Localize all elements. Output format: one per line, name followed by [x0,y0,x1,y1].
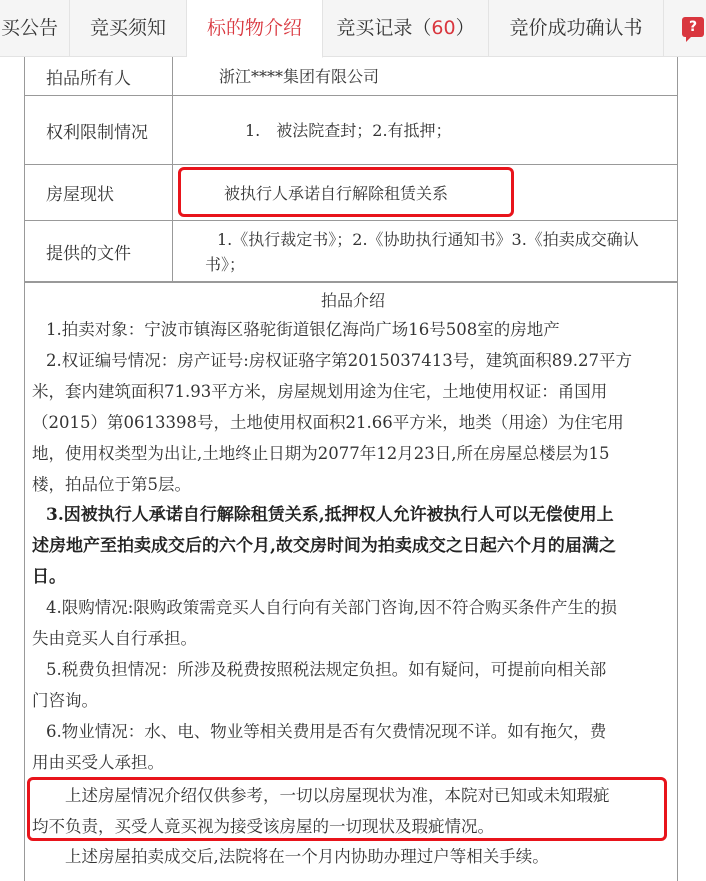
intro-paragraph-7 [32,780,672,842]
paragraph-line: 6.物业情况：水、电、物业等相关费用是否有欠费情况现不详。如有拖欠，费 [46,722,607,741]
table-row [25,165,677,221]
paragraph-line: 述房地产至拍卖成交后的六个月,故交房时间为拍卖成交之日起六个月的届满之 [32,536,616,556]
paragraph-line: 用由买受人承担。 [32,753,164,772]
intro-title: 拍品介绍 [320,291,385,310]
docs-line: 书》； [205,255,246,274]
paragraph-line: 2.权证编号情况：房产证号:房权证骆字第2015037413号，建筑面积89.27平方 [46,351,633,370]
bid-count: 60 [431,17,456,39]
tab-label: 买公告 [0,17,58,39]
tab-label: 标的物介绍 [206,17,302,39]
docs-value [173,221,677,281]
paragraph-line: 楼，拍品位于第5层。 [32,475,191,494]
table-row [25,57,677,96]
intro-paragraph-6 [32,716,672,778]
restriction-value: 1. 被法院查封；2.有抵押； [245,121,452,140]
tab-bid-records[interactable] [323,0,489,57]
docs-line: 1.《执行裁定书》；2.《协助执行通知书》3.《拍卖成交确认 [217,230,639,249]
paragraph-line: 日。 [32,567,66,587]
intro-paragraph-8: 上述房屋拍卖成交后,法院将在一个月内协助办理过户等相关手续。 [32,847,549,866]
info-table [24,57,678,283]
tab-auction-notice[interactable] [0,0,70,57]
paragraph-line: 米，套内建筑面积71.93平方米，房屋规划用途为住宅，土地使用权证：甬国用 [32,382,608,401]
paragraph-line: （2015）第0613398号，土地使用权面积21.66平方米，地类（用途）为住宅用 [32,413,624,432]
tab-label: 竞买须知 [89,17,166,39]
tab-item-intro[interactable] [187,0,323,58]
paragraph-line: 3.因被执行人承诺自行解除租赁关系,抵押权人允许被执行人可以无偿使用上 [46,505,614,525]
restriction-label: 权利限制情况 [25,96,173,164]
paragraph-line: 5.税费负担情况：所涉及税费按照税法规定负担。如有疑问，可提前向相关部 [46,660,607,679]
tab-confirmation[interactable] [489,0,664,57]
intro-paragraph-5 [32,654,672,716]
tab-label: 竞买记录（ [336,17,432,39]
help-chat-icon[interactable]: ? [682,17,704,37]
owner-label: 拍品所有人 [25,57,173,95]
intro-paragraph-2 [32,345,672,500]
status-label: 房屋现状 [25,165,173,220]
owner-value: 浙江****集团有限公司 [219,67,380,86]
paragraph-line: 4.限购情况:限购政策需竞买人自行向有关部门咨询,因不符合购买条件产生的损 [46,598,618,617]
intro-paragraph-4 [32,592,672,654]
paragraph-line: 均不负责，买受人竟买视为接受该房屋的一切现状及瑕疵情况。 [32,817,494,836]
paragraph-line: 上述房屋情况介绍仅供参考，一切以房屋现状为准，本院对已知或未知瑕疵 [32,786,610,805]
tab-label: 竞价成功确认书 [509,17,643,39]
table-row [25,221,677,282]
tab-label-close: ） [455,17,475,39]
tab-bar [0,0,706,57]
paragraph-line: 失由竞买人自行承担。 [32,629,197,648]
tab-bidding-rules[interactable] [70,0,187,57]
table-row [25,96,677,165]
paragraph-line: 门咨询。 [32,691,98,710]
intro-paragraph-3 [32,500,672,593]
docs-label: 提供的文件 [25,221,173,281]
paragraph-line: 地，使用权类型为出让,土地终止日期为2077年12月23日,所在房屋总楼层为15 [32,444,610,463]
intro-paragraph-1: 1.拍卖对象：宁波市镇海区骆驼街道银亿海尚广场16号508室的房地产 [46,320,560,339]
status-value: 被执行人承诺自行解除租赁关系 [224,184,449,203]
